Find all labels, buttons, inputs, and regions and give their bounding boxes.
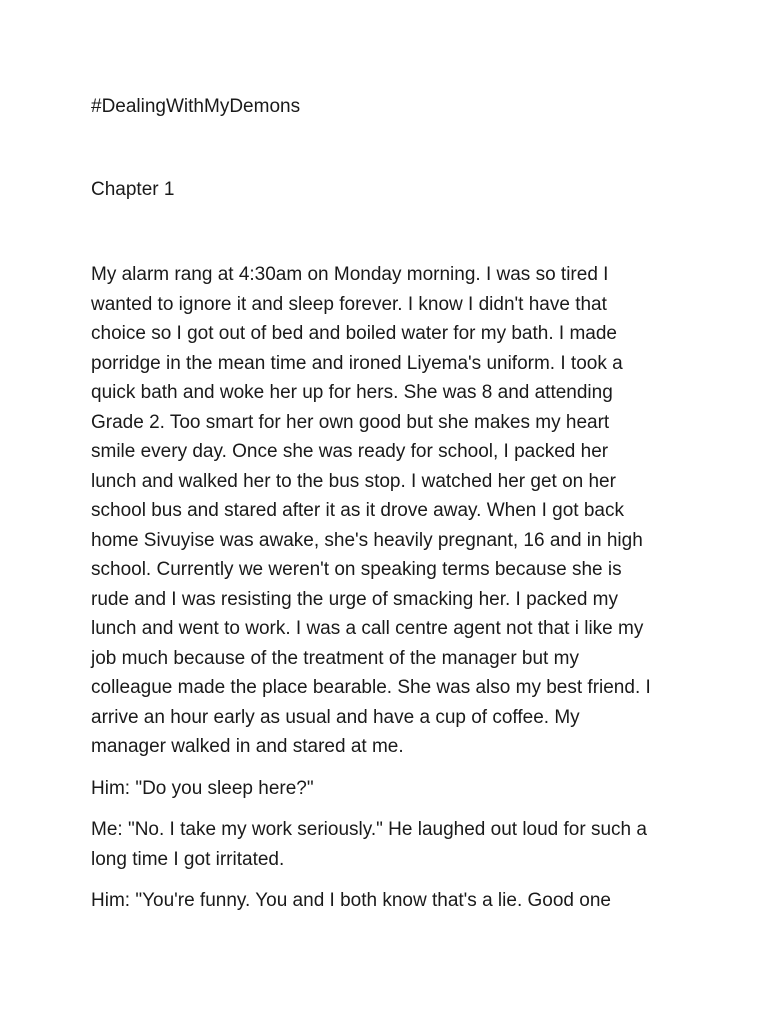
paragraph-line: long time I got irritated.: [91, 848, 285, 870]
paragraph-line: lunch and went to work. I was a call centre agent not that i like my: [91, 618, 644, 639]
paragraph-line: Me: "No. I take my work seriously." He laughed out loud for such a: [91, 819, 647, 840]
paragraph-line: Grade 2. Too smart for her own good but she makes my heart: [91, 411, 610, 433]
paragraph: [91, 886, 691, 916]
paragraph: [91, 260, 691, 762]
paragraph-line: porridge in the mean time and ironed Liyema's uniform. I took a: [91, 352, 623, 374]
paragraph-line: Him: "Do you sleep here?": [91, 777, 314, 799]
paragraph-line: rude and I was resisting the urge of smacking her. I packed my: [91, 588, 618, 610]
paragraph: [91, 815, 691, 874]
paragraph-line: arrive an hour early as usual and have a cup of coffee. My: [91, 706, 580, 728]
paragraph-line: choice so I got out of bed and boiled water for my bath. I made: [91, 323, 617, 344]
paragraph-line: manager walked in and stared at me.: [91, 736, 404, 757]
paragraph-line: smile every day. Once she was ready for school, I packed her: [91, 441, 609, 462]
paragraph-line: colleague made the place bearable. She was also my best friend. I: [91, 677, 651, 698]
paragraph-line: school bus and stared after it as it drove away. When I got back: [91, 500, 624, 521]
paragraph-line: quick bath and woke her up for hers. She was 8 and attending: [91, 382, 613, 403]
paragraph-line: lunch and walked her to the bus stop. I watched her get on her: [91, 470, 616, 492]
story-body: [91, 260, 691, 928]
paragraph-line: school. Currently we weren't on speaking terms because she is: [91, 559, 622, 580]
paragraph-line: Him: "You're funny. You and I both know that's a lie. Good one: [91, 890, 611, 911]
chapter-title: Chapter 1: [91, 179, 175, 200]
paragraph-line: home Sivuyise was awake, she's heavily pregnant, 16 and in high: [91, 529, 643, 551]
paragraph-line: My alarm rang at 4:30am on Monday morning. I was so tired I: [91, 264, 609, 285]
hashtag-heading: #DealingWithMyDemons: [91, 96, 301, 117]
paragraph-line: wanted to ignore it and sleep forever. I know I didn't have that: [91, 293, 607, 315]
paragraph: [91, 774, 691, 804]
paragraph-line: job much because of the treatment of the manager but my: [91, 647, 579, 669]
